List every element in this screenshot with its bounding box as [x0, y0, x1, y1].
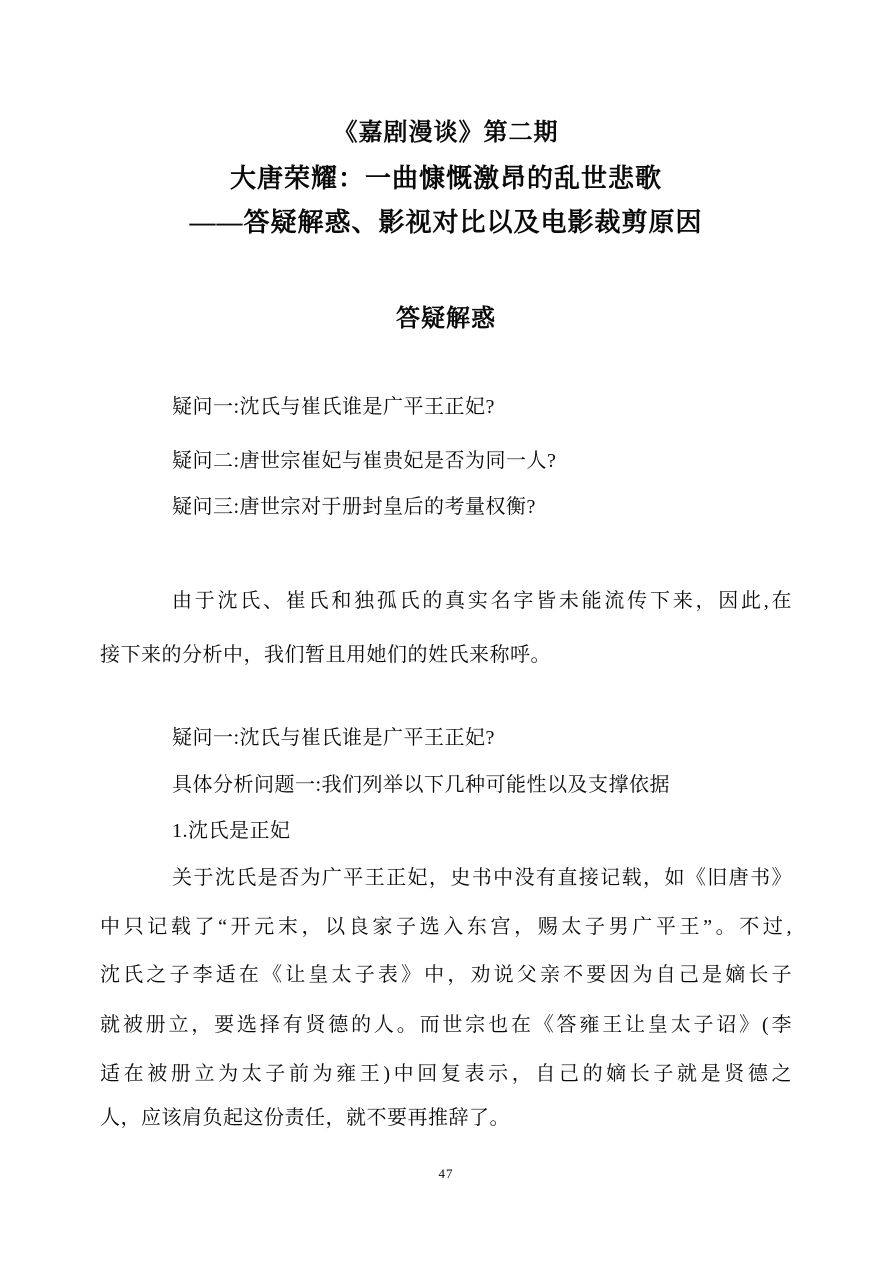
section-heading: 答疑解惑 [396, 306, 496, 332]
page-number: 47 [438, 1166, 454, 1181]
body-paragraph-line-6: 人，应该肩负起这份责任，就不要再推辞了。 [100, 1107, 510, 1129]
question-1-line: 疑问一:沈氏与崔氏谁是广平王正妃? [172, 396, 495, 418]
subtitle: ——答疑解惑、影视对比以及电影裁剪原因 [189, 208, 703, 237]
analysis-intro-line: 具体分析问题一:我们列举以下几种可能性以及支撑依据 [172, 774, 671, 796]
intro-paragraph-line-1: 由于沈氏、崔氏和独孤氏的真实名字皆未能流传下来，因此,在 [172, 590, 792, 612]
intro-paragraph-line-2: 接下来的分析中，我们暂且用她们的姓氏来称呼。 [100, 644, 551, 666]
analysis-question-line: 疑问一:沈氏与崔氏谁是广平王正妃? [172, 727, 495, 749]
main-title: 大唐荣耀：一曲慷慨激昂的乱世悲歌 [229, 164, 662, 193]
body-paragraph-line-3: 沈氏之子李适在《让皇太子表》中，劝说父亲不要因为自己是嫡长子 [100, 964, 792, 986]
body-paragraph-line-2: 中只记载了“开元末，以良家子选入东宫，赐太子男广平王”。不过, [100, 916, 792, 938]
question-2-line: 疑问二:唐世宗崔妃与崔贵妃是否为同一人? [172, 450, 557, 472]
issue-title: 《嘉剧漫谈》第二期 [333, 120, 559, 146]
question-3-line: 疑问三:唐世宗对于册封皇后的考量权衡? [172, 496, 536, 518]
body-paragraph-line-5: 适在被册立为太子前为雍王)中回复表示，自己的嫡长子就是贤德之 [100, 1063, 792, 1085]
possibility-1-heading: 1.沈氏是正妃 [172, 820, 291, 842]
body-paragraph-line-1: 关于沈氏是否为广平王正妃，史书中没有直接记载，如《旧唐书》 [172, 867, 792, 889]
body-paragraph-line-4: 就被册立，要选择有贤德的人。而世宗也在《答雍王让皇太子诏》(李 [100, 1014, 792, 1036]
